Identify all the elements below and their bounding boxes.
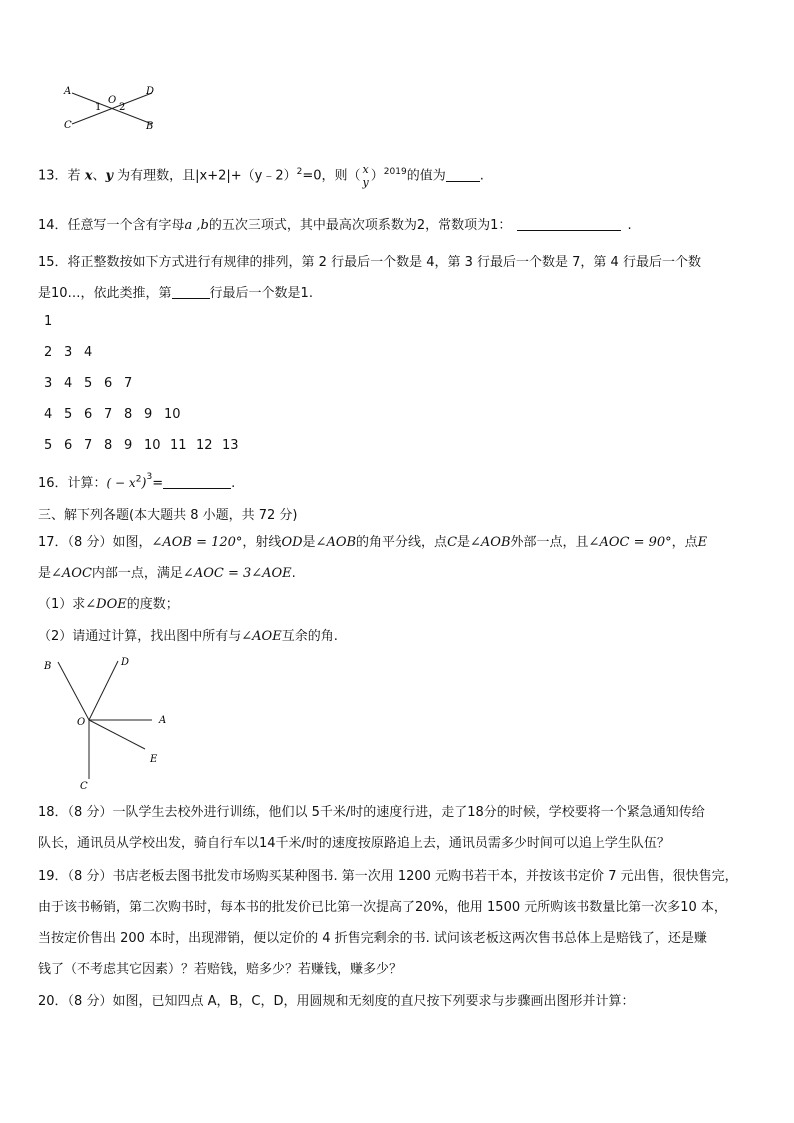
number-row-2 [44,345,104,360]
question-20-line1: 20．（8 分）如图，已知四点 A，B，C，D，用圆规和无刻度的直尺按下列要求与步骤画出图形并计算： [38,994,635,1009]
number-cell: 5 [64,407,73,422]
intersecting-lines-figure [60,82,170,134]
number-cell: 4 [64,376,73,391]
q13-exp-2: 2 [296,167,303,178]
q17-angle-doe: ∠DOE [85,597,127,612]
question-15-line2 [38,282,313,301]
number-cell: 5 [44,438,53,453]
question-17-line2 [38,562,296,581]
number-cell: 12 [196,438,213,453]
number-cell: 6 [64,438,73,453]
angle-rays-figure [38,652,178,798]
q13-frac-num: x [362,163,369,176]
fig2-label-c: C [80,781,88,792]
q14-end: . [627,218,632,233]
question-17-line1 [38,531,707,550]
number-cell: 1 [44,314,53,329]
question-19-line3: 当按定价售出 200 本时，出现滞销，便以定价的 4 折售完剩余的书. 试问该老板这两次售书总体上是赔钱了，还是赚 [38,931,707,946]
q13-frac-den: y [362,176,369,189]
number-cell: 11 [170,438,187,453]
number-cell: 3 [64,345,73,360]
q13-exp-2019: 2019 [383,167,407,178]
number-cell: 6 [104,376,113,391]
question-15-line1: 15．将正整数按如下方式进行有规律的排列，第 2 行最后一个数是 4，第 3 行最后一个数是 7，第 4 行最后一个数 [38,255,701,270]
q16-exp-outer: 3 [146,472,153,482]
q14-answer-blank[interactable] [517,218,621,231]
fig2-label-o: O [77,717,86,728]
fig1-label-d: D [146,86,155,97]
q17-angle-aob-2: ∠AOB [470,535,511,550]
q17-text-c: 是 [302,535,316,550]
q17-ray-od: OD [281,535,303,550]
q17-sub1-b: 的度数； [126,597,179,612]
number-cell: 3 [44,376,53,391]
q17-text-d: 的角平分线，点 [356,535,448,550]
fig1-label-2: 2 [119,102,126,113]
question-13: 13．若 x、y 为有理数，且|x+2|+（y﹣2）$^2$=0，则（ x y ）$^{2019}$的值为 . [38,163,484,189]
q17-angle-aoe: ∠AOE [241,629,282,644]
q16-exp-inner: 2 [135,474,142,485]
question-16 [38,472,235,491]
q13-condition: 为有理数，且|x+2|+（y﹣2） [113,168,297,184]
number-cell: 7 [84,438,93,453]
q13-lead: 13．若 [38,168,85,184]
number-row-4 [44,407,184,422]
question-14 [38,214,632,233]
number-cell: 4 [44,407,53,422]
number-cell: 9 [144,407,153,422]
question-18-line1: 18．（8 分）一队学生去校外进行训练，他们以 5千米/时的速度行进，走了18分的时候，学校要将一个紧急通知传给 [38,805,705,820]
fig2-label-b: B [44,661,52,672]
q17-text-e: 是 [457,535,471,550]
question-19-line2: 由于该书畅销，第二次购书时，每本书的批发价已比第一次提高了20%，他用 1500 元所购该书数量比第一次多10 本， [38,900,727,915]
q13-end: . [479,168,484,184]
q14-mid: 的五次三项式，其中最高次项系数为2，常数项为1： [208,218,512,233]
number-row-3 [44,376,144,391]
q17-angle-aoc: ∠AOC [51,566,92,581]
number-cell: 7 [104,407,113,422]
q13-sep: 、 [92,168,106,184]
number-cell: 13 [222,438,239,453]
q13-answer-blank[interactable] [446,169,480,182]
q17-sub1-a: （1）求 [38,597,86,612]
q17-line2-c: . [291,566,296,581]
fig1-label-1: 1 [95,102,102,113]
q13-var-y: y [105,168,114,184]
number-cell: 10 [144,438,161,453]
question-17-sub1 [38,593,179,612]
section-3-heading: 三、解下列各题(本大题共 8 小题，共 72 分) [38,508,298,523]
number-cell: 8 [124,407,133,422]
q17-line2-a: 是 [38,566,52,581]
q17-sub2-a: （2）请通过计算，找出图中所有与 [38,629,242,644]
fig2-label-a: A [159,715,167,726]
number-row-1 [44,314,64,329]
q15-line2-b: 行最后一个数是1. [209,286,313,301]
q13-fraction [363,163,369,189]
fig1-label-b: B [146,121,154,132]
q13-var-x: x [84,168,93,184]
q17-line2-b: 内部一点，满足 [91,566,183,581]
q15-line2-a: 是10…，依此类推，第 [38,286,172,301]
fig1-label-o: O [108,95,117,106]
q16-answer-blank[interactable] [163,476,231,489]
number-cell: 6 [84,407,93,422]
number-cell: 9 [124,438,133,453]
q17-text-b: ，射线 [242,535,282,550]
fig1-label-a: A [64,86,72,97]
q17-angle-aob: ∠AOB [315,535,357,550]
q16-expr-open: ( − x [106,476,136,490]
q13-then: =0，则（ [302,168,361,184]
question-17-sub2 [38,625,338,644]
number-row-5 [44,438,248,453]
number-cell: 5 [84,376,93,391]
number-cell: 10 [164,407,181,422]
q17-lead: 17．（8 分）如图， [38,535,152,550]
q17-relation: ∠AOC = 3∠AOE [182,566,292,581]
q14-vars: a ,b [184,218,209,233]
q17-sub2-b: 互余的角. [281,629,338,644]
q16-eq: = [152,476,164,491]
q13-tail: 的值为 [406,168,446,184]
number-cell: 4 [84,345,93,360]
q16-expr-close: ) [141,476,147,491]
q17-angle-aoc-90: ∠AOC = 90° [588,535,672,550]
fig2-label-d: D [121,657,130,668]
q14-lead: 14．任意写一个含有字母 [38,218,185,233]
q17-text-f: 外部一点，且 [510,535,589,550]
q17-point-c: C [447,535,458,550]
q17-angle-aob-120: ∠AOB = 120° [151,535,243,550]
question-19-line4: 钱了（不考虑其它因素）？若赔钱，赔多少？若赚钱，赚多少？ [38,962,403,977]
question-19-line1: 19．（8 分）书店老板去图书批发市场购买某种图书. 第一次用 1200 元购书若干本，并按该书定价 7 元出售，很快售完， [38,869,738,884]
q17-point-e: E [697,535,708,550]
q16-end: . [231,476,236,491]
number-cell: 8 [104,438,113,453]
number-cell: 7 [124,376,133,391]
q17-text-g: ，点 [671,535,698,550]
q15-answer-blank[interactable] [172,286,210,299]
number-cell: 2 [44,345,53,360]
fig2-label-e: E [150,754,158,765]
fig1-label-c: C [64,120,72,131]
q16-lead: 16．计算： [38,476,107,491]
question-18-line2: 队长，通讯员从学校出发，骑自行车以14千米/时的速度按原路追上去，通讯员需多少时间可以追上学生队伍？ [38,836,670,851]
